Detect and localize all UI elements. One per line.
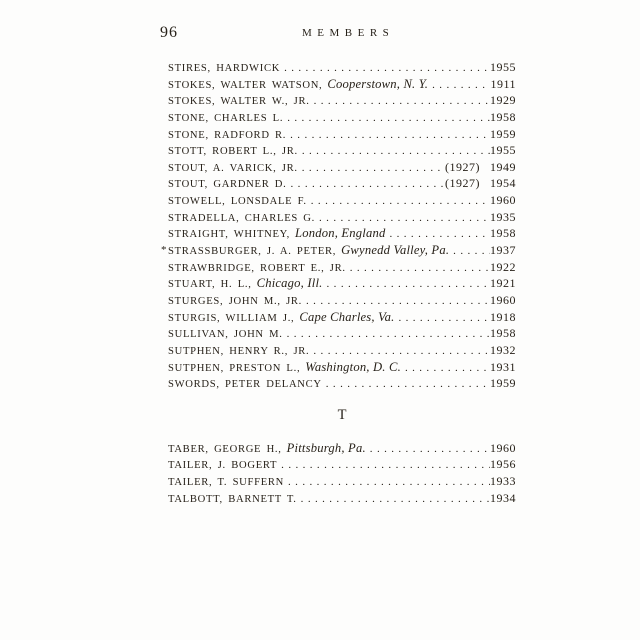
member-row [161,242,516,259]
leader-dots [322,376,490,393]
member-row [168,440,516,457]
member-year: 1955 [490,60,516,74]
leader-dots [401,360,490,377]
member-year: 1949 [490,159,516,174]
member-year: 1958 [490,326,516,341]
member-row [168,225,516,242]
member-row [168,92,516,109]
leader-dots [298,143,490,160]
member-year: 1954 [490,176,516,191]
leader-dots [277,457,490,474]
member-year: 1933 [490,474,516,489]
leader-dots [284,474,490,491]
member-location: Chicago, Ill. [256,276,323,291]
member-row [168,292,516,309]
member-row [168,59,516,76]
member-name: TABER, GEORGE H., [168,443,282,455]
member-name: TAILER, T. SUFFERN [168,477,285,489]
leader-dots [394,310,490,327]
member-year: 1934 [490,490,516,505]
leader-dots [323,276,490,293]
member-year: 1937 [490,243,516,258]
member-name: STOUT, A. VARICK, JR. [168,162,298,174]
member-name: TAILER, J. BOGERT [168,460,278,472]
member-name: STOWELL, LONSDALE F. [168,196,307,208]
member-year: 1960 [490,193,516,208]
member-year: 1932 [490,342,516,357]
leader-dots [309,343,490,360]
member-row [168,325,516,342]
member-name: STRAIGHT, WHITNEY, [168,229,290,241]
member-row [168,192,516,209]
asterisk-marker: * [161,244,167,257]
leader-dots [297,491,490,508]
leader-dots [286,127,490,144]
member-year: 1929 [490,93,516,108]
member-year: 1956 [490,457,516,472]
member-name: STRADELLA, CHARLES G. [168,212,316,224]
page-number: 96 [160,24,178,41]
member-year: 1911 [490,76,516,91]
leader-dots [302,293,490,310]
member-row [168,309,516,326]
member-year: 1935 [490,209,516,224]
member-name: SUTPHEN, HENRY R., JR. [168,345,310,357]
leader-dots [298,160,445,177]
member-row [168,209,516,226]
leader-dots [280,60,490,77]
leader-dots [385,226,490,243]
original-election-year-note: (1927) [445,159,480,174]
member-name: STOTT, ROBERT L., JR. [168,146,298,158]
member-year: 1958 [490,226,516,241]
member-name: STUART, H. L., [168,279,252,291]
member-year: 1921 [490,276,516,291]
member-name: SWORDS, PETER DELANCY [168,379,322,391]
member-year: 1960 [490,292,516,307]
member-row [168,275,516,292]
member-year: 1959 [490,126,516,141]
member-row [168,109,516,126]
leader-dots [283,110,490,127]
leader-dots [283,326,490,343]
member-row [168,159,516,176]
member-row [168,375,516,392]
member-row [168,175,516,192]
member-name: SUTPHEN, PRESTON L., [168,362,301,374]
member-year: 1931 [490,359,516,374]
member-name: STIRES, HARDWICK [168,63,281,74]
member-row [168,76,516,93]
member-name: STOKES, WALTER W., JR. [168,96,310,108]
member-location: Gwynedd Valley, Pa. [341,243,450,258]
leader-dots [428,77,490,94]
leader-dots [366,441,490,458]
section-letter-heading: T [337,407,347,424]
member-name: STRASSBURGER, J. A. PETER, [168,246,337,258]
member-year: 1955 [490,143,516,158]
member-year: 1918 [490,309,516,324]
leader-dots [307,193,490,210]
leader-dots [310,93,490,110]
member-list [161,59,516,506]
member-location: London, England [295,226,386,241]
member-row [168,456,516,473]
member-name: STOUT, GARDNER D. [168,179,287,191]
member-row [168,473,516,490]
member-name: STRAWBRIDGE, ROBERT E., JR. [168,262,346,274]
member-location: Pittsburgh, Pa. [286,440,366,455]
member-name: STONE, CHARLES L. [168,112,284,124]
member-row [168,259,516,276]
member-location: Cape Charles, Va. [299,309,395,324]
running-head: MEMBERS [302,27,395,39]
leader-dots [315,210,490,227]
original-election-year-note: (1927) [445,176,480,191]
member-name: SULLIVAN, JOHN M. [168,329,283,341]
member-name: STURGES, JOHN M., JR. [168,295,303,307]
member-name: STURGIS, WILLIAM J., [168,312,295,324]
member-year: 1959 [490,376,516,391]
member-row [168,142,516,159]
member-year: 1958 [490,109,516,124]
member-year: 1960 [490,440,516,455]
member-year: 1922 [490,259,516,274]
member-location: Cooperstown, N. Y. [327,76,429,91]
member-row [168,342,516,359]
leader-dots [449,243,490,260]
member-row [168,126,516,143]
member-row [168,490,516,507]
member-name: STONE, RADFORD R. [168,129,287,141]
member-row [168,359,516,376]
leader-dots [287,176,445,193]
member-name: STOKES, WALTER WATSON, [168,79,323,91]
leader-dots [346,260,490,277]
member-name: TALBOTT, BARNETT T. [168,493,297,505]
member-location: Washington, D. C. [305,359,401,374]
